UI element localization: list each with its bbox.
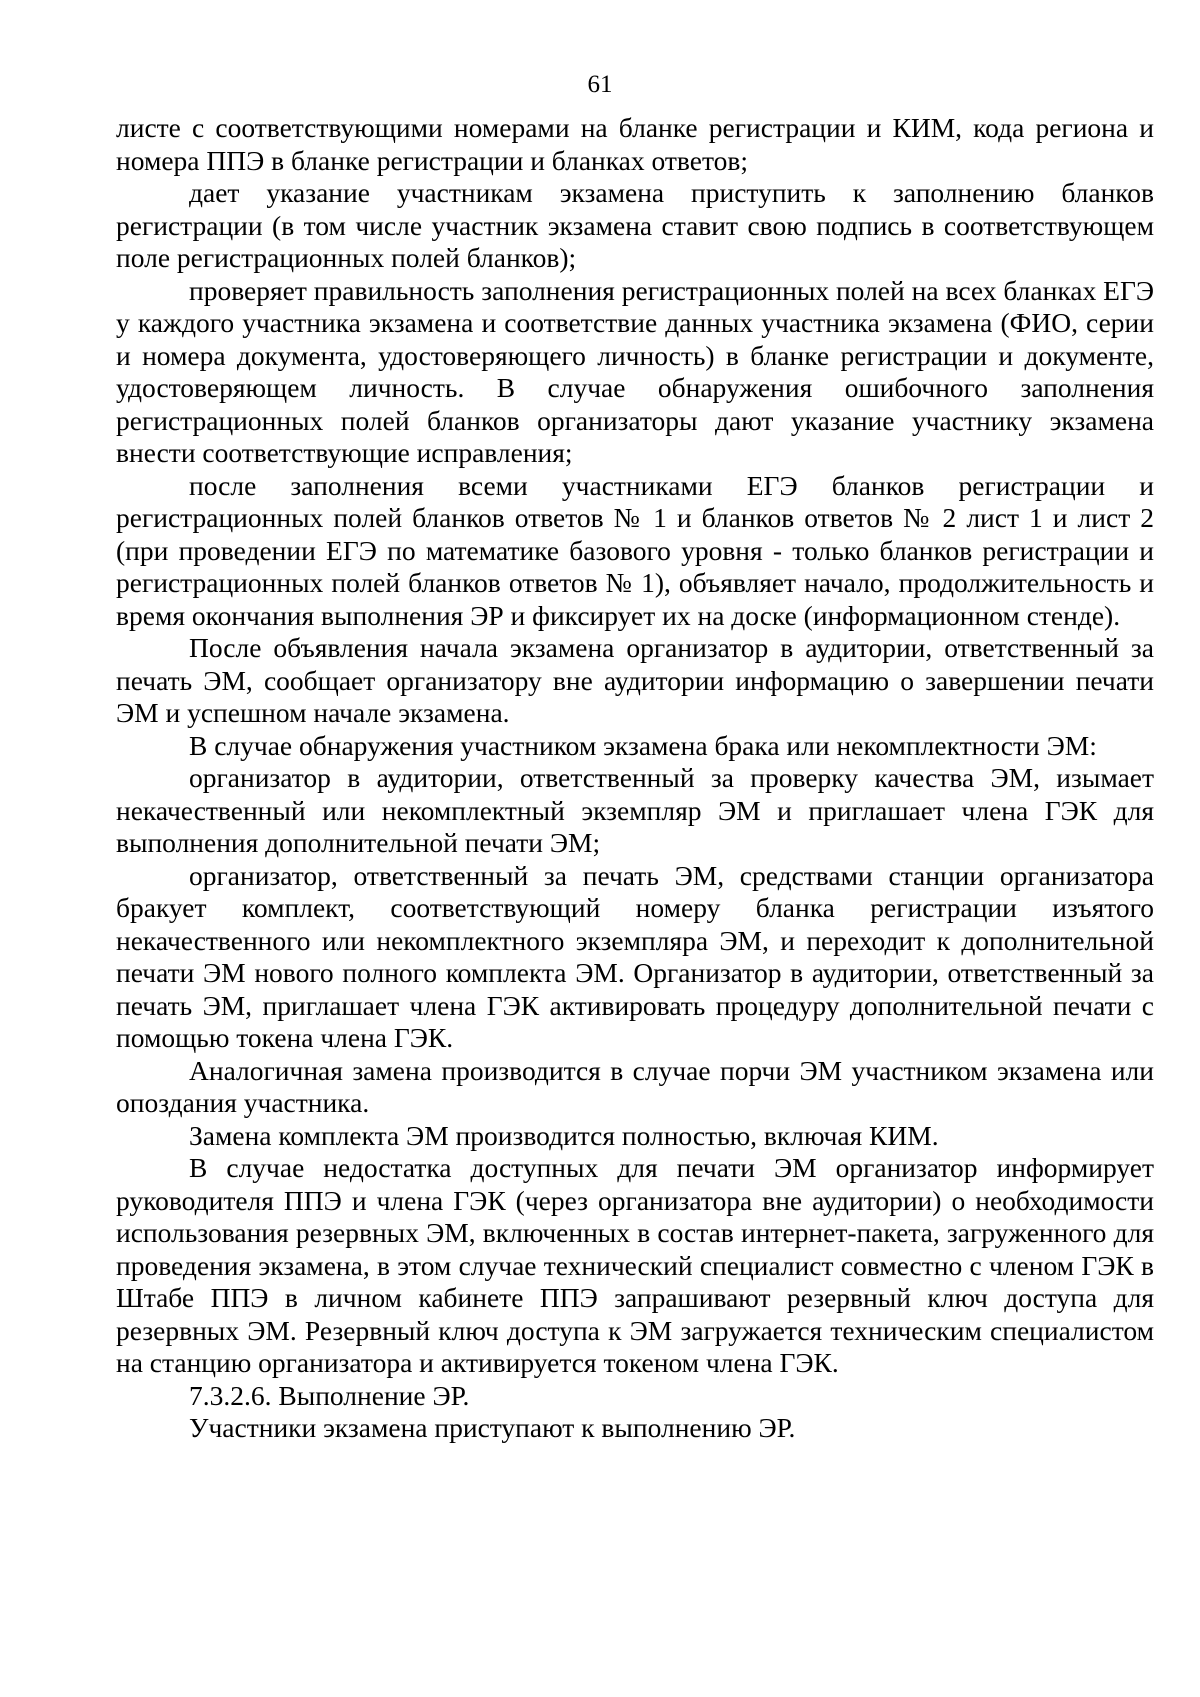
paragraph-continuation: листе с соответствующими номерами на бланке регистрации и КИМ, кода региона и номера ППЭ в бланке регистрации и бланках ответов;	[116, 112, 1154, 176]
paragraph: после заполнения всеми участниками ЕГЭ бланков регистрации и регистрационных полей бланков ответов № 1 и бланков ответов № 2 лист 1 и лист 2 (при проведении ЕГЭ по математике базового уровня - только бланков регистрации и регистрационных полей бланков ответов № 1), объявляет начало, продолжительность и время окончания выполнения ЭР и фиксирует их на доске (информационном стенде).	[116, 469, 1154, 631]
paragraph: организатор в аудитории, ответственный за проверку качества ЭМ, изымает некачественный или некомплектный экземпляр ЭМ и приглашает члена ГЭК для выполнения дополнительной печати ЭМ;	[116, 762, 1154, 858]
paragraph: Замена комплекта ЭМ производится полностью, включая КИМ.	[189, 1119, 939, 1151]
page-number: 61	[587, 71, 613, 98]
paragraph: дает указание участникам экзамена приступить к заполнению бланков регистрации (в том числе участник экзамена ставит свою подпись в соответствующем поле регистрационных полей бланков);	[116, 177, 1154, 273]
section-heading: 7.3.2.6. Выполнение ЭР.	[189, 1379, 470, 1411]
paragraph: После объявления начала экзамена организатор в аудитории, ответственный за печать ЭМ, сообщает организатору вне аудитории информацию о завершении печати ЭМ и успешном начале экзамена.	[116, 632, 1154, 728]
paragraph: Участники экзамена приступают к выполнению ЭР.	[189, 1412, 796, 1443]
paragraph: проверяет правильность заполнения регистрационных полей на всех бланках ЕГЭ у каждого участника экзамена и соответствие данных участника экзамена (ФИО, серии и номера документа, удостоверяющего личность) в бланке регистрации и документе, удостоверяющем личность. В случае обнаружения ошибочного заполнения регистрационных полей бланков организаторы дают указание участнику экзамена внести соответствующие исправления;	[116, 274, 1154, 468]
paragraph: В случае недостатка доступных для печати ЭМ организатор информирует руководителя ППЭ и члена ГЭК (через организатора вне аудитории) о необходимости использования резервных ЭМ, включенных в состав интернет-пакета, загруженного для проведения экзамена, в этом случае технический специалист совместно с членом ГЭК в Штабе ППЭ в личном кабинете ППЭ запрашивают резервный ключ доступа для резервных ЭМ. Резервный ключ доступа к ЭМ загружается техническим специалистом на станцию организатора и активируется токеном члена ГЭК.	[116, 1152, 1154, 1378]
paragraph: организатор, ответственный за печать ЭМ, средствами станции организатора бракует комплект, соответствующий номеру бланка регистрации изъятого некачественного или некомплектного экземпляра ЭМ, и переходит к дополнительной печати ЭМ нового полного комплекта ЭМ. Организатор в аудитории, ответственный за печать ЭМ, приглашает члена ГЭК активировать процедуру дополнительной печати с помощью токена члена ГЭК.	[116, 859, 1154, 1053]
body-text	[116, 112, 1154, 1445]
paragraph: Аналогичная замена производится в случае порчи ЭМ участником экзамена или опоздания участника.	[116, 1054, 1154, 1118]
paragraph: В случае обнаружения участником экзамена брака или некомплектности ЭМ:	[189, 729, 1097, 761]
